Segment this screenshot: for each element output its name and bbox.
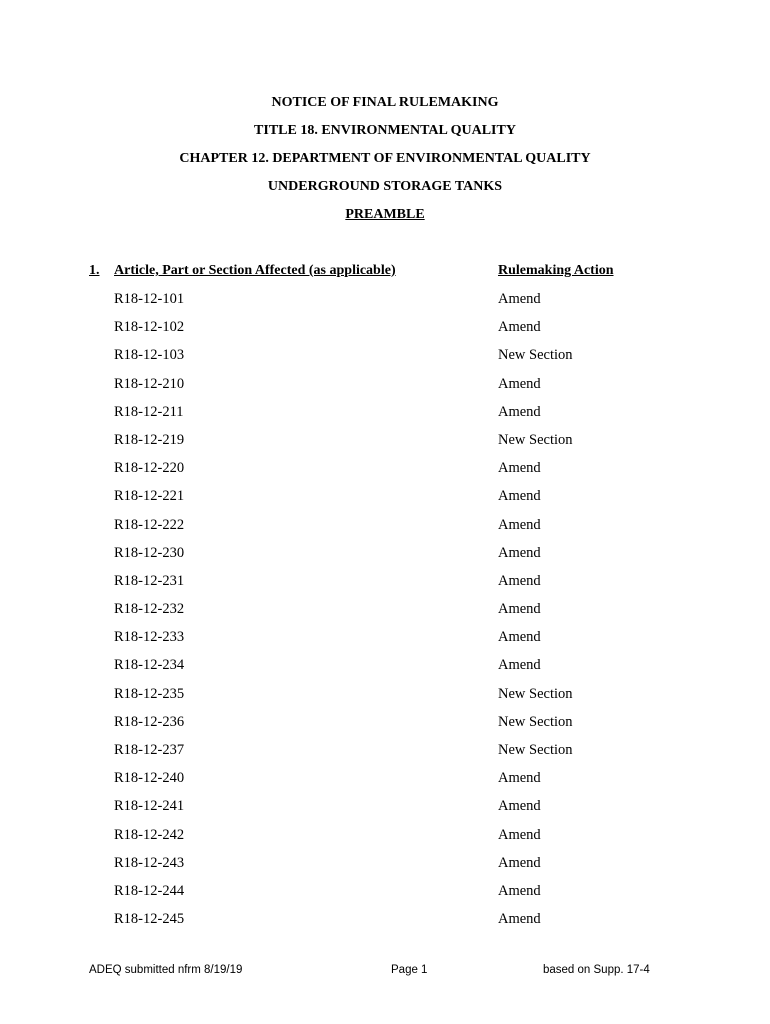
list-item <box>0 911 770 939</box>
footer-left: ADEQ submitted nfrm 8/19/19 <box>89 964 243 976</box>
section-id: R18-12-210 <box>114 375 185 392</box>
list-item <box>0 376 770 404</box>
rulemaking-action: Amend <box>498 375 541 392</box>
section-id: R18-12-221 <box>114 488 185 505</box>
section-id: R18-12-230 <box>114 544 185 561</box>
section-id: R18-12-237 <box>114 742 185 758</box>
rulemaking-action: Amend <box>498 629 541 646</box>
list-item <box>0 517 770 545</box>
footer-right: based on Supp. 17-4 <box>543 964 650 976</box>
list-item <box>0 601 770 629</box>
rulemaking-action: Amend <box>498 770 541 787</box>
section-id: R18-12-222 <box>114 516 185 533</box>
list-item <box>0 770 770 798</box>
list-item <box>0 657 770 685</box>
section-id: R18-12-243 <box>114 854 185 871</box>
section-id: R18-12-101 <box>114 291 185 307</box>
footer-page-number: Page 1 <box>391 964 428 976</box>
section-id: R18-12-233 <box>114 629 185 646</box>
section-id: R18-12-236 <box>114 713 185 730</box>
list-item <box>0 827 770 855</box>
rulemaking-action: Amend <box>498 291 541 307</box>
list-item <box>0 883 770 911</box>
rulemaking-action: Amend <box>498 572 541 589</box>
chapter-line: CHAPTER 12. DEPARTMENT OF ENVIRONMENTAL QUALITY <box>179 151 591 166</box>
preamble-heading: PREAMBLE <box>345 207 425 222</box>
notice-title: NOTICE OF FINAL RULEMAKING <box>271 95 499 110</box>
section-number: 1. <box>89 263 100 278</box>
section-id: R18-12-244 <box>114 882 185 899</box>
rulemaking-action: Amend <box>498 657 541 674</box>
rulemaking-action: New Section <box>498 742 573 758</box>
rulemaking-action: Amend <box>498 798 541 815</box>
rulemaking-action: Amend <box>498 544 541 561</box>
rulemaking-action: Amend <box>498 403 541 420</box>
rulemaking-action: New Section <box>498 685 573 702</box>
list-item <box>0 545 770 573</box>
section-id: R18-12-220 <box>114 460 185 477</box>
section-id: R18-12-241 <box>114 798 185 815</box>
list-item <box>0 742 770 770</box>
section-id: R18-12-219 <box>114 431 185 448</box>
rulemaking-action: New Section <box>498 347 573 364</box>
list-item <box>0 460 770 488</box>
section-id: R18-12-231 <box>114 572 185 589</box>
rulemaking-action: New Section <box>498 431 573 448</box>
subject-line: UNDERGROUND STORAGE TANKS <box>267 179 503 194</box>
list-item <box>0 291 770 319</box>
list-item <box>0 714 770 742</box>
list-item <box>0 319 770 347</box>
section-id: R18-12-211 <box>114 403 184 420</box>
list-item <box>0 798 770 826</box>
rulemaking-action: Amend <box>498 882 541 899</box>
rulemaking-action: Amend <box>498 516 541 533</box>
list-item <box>0 347 770 375</box>
action-column-heading: Rulemaking Action <box>498 263 614 278</box>
list-item <box>0 488 770 516</box>
section-id: R18-12-232 <box>114 601 185 618</box>
list-item <box>0 686 770 714</box>
rulemaking-action: New Section <box>498 713 573 730</box>
section-id: R18-12-234 <box>114 657 185 674</box>
list-item <box>0 855 770 883</box>
section-title: Article, Part or Section Affected (as applicable) <box>114 263 396 278</box>
list-item <box>0 404 770 432</box>
list-item <box>0 629 770 657</box>
rulemaking-action: Amend <box>498 601 541 618</box>
list-item <box>0 432 770 460</box>
rulemaking-action: Amend <box>498 911 541 928</box>
section-id: R18-12-102 <box>114 319 185 336</box>
rulemaking-action: Amend <box>498 854 541 871</box>
rulemaking-action: Amend <box>498 826 541 843</box>
section-id: R18-12-245 <box>114 911 185 928</box>
section-id: R18-12-235 <box>114 685 185 702</box>
rulemaking-action: Amend <box>498 460 541 477</box>
title-line: TITLE 18. ENVIRONMENTAL QUALITY <box>254 123 516 138</box>
rulemaking-action: Amend <box>498 488 541 505</box>
section-id: R18-12-240 <box>114 770 185 787</box>
list-item <box>0 573 770 601</box>
section-id: R18-12-103 <box>114 347 185 364</box>
section-id: R18-12-242 <box>114 826 185 843</box>
sections-list <box>0 291 770 939</box>
rulemaking-action: Amend <box>498 319 541 336</box>
